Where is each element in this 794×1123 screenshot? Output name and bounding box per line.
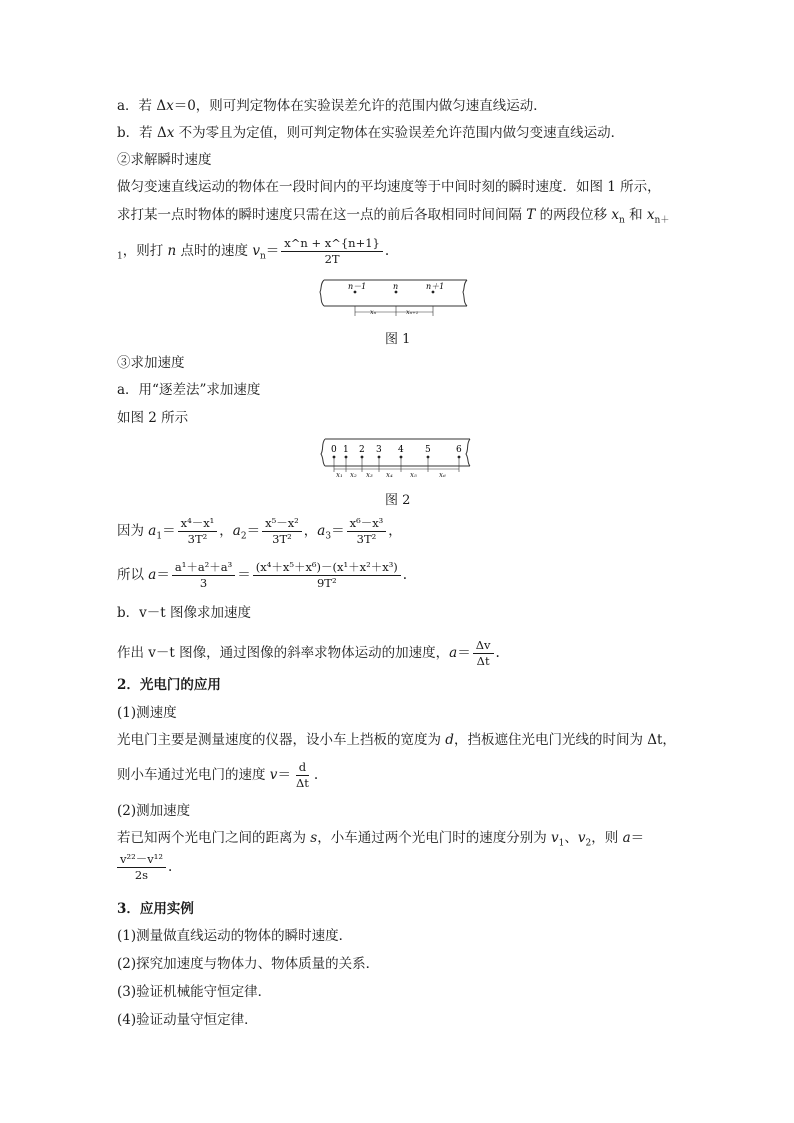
var: x <box>166 125 175 141</box>
var: a <box>232 523 241 539</box>
sub: n <box>259 251 266 262</box>
point-label: 1 <box>343 445 349 455</box>
figure-1-tape <box>318 276 473 318</box>
formula-a-average <box>117 560 407 591</box>
figure-2-tape <box>320 436 475 482</box>
numerator: (x⁴＋x⁵＋x⁶)－(x¹＋x²＋x³) <box>253 560 401 576</box>
numerator: x⁴－x¹ <box>178 516 218 532</box>
numerator: a¹＋a²＋a³ <box>172 560 235 576</box>
fraction <box>117 852 166 883</box>
denominator: Δt <box>476 654 490 668</box>
formula-vn <box>117 236 389 267</box>
text: ，挡板遮住光电门光线的时间为 Δt， <box>453 732 676 748</box>
tape-dot <box>395 291 398 294</box>
denominator: 3 <box>199 576 208 590</box>
point-label: n＋1 <box>426 282 445 291</box>
text: ＝ <box>265 243 280 259</box>
text: 不为零且为定值，则可判定物体在实验误差允许范围内做匀变速直线运动． <box>174 125 625 141</box>
var: x <box>166 98 174 114</box>
var: v <box>577 830 586 846</box>
formula-vt-slope <box>117 638 500 669</box>
text: 和 <box>624 207 647 223</box>
section-heading: 3．应用实例 <box>117 901 194 917</box>
denominator: 3T² <box>356 532 377 546</box>
text: ＝ <box>457 645 471 661</box>
line-case-a <box>117 97 547 115</box>
sub: 1 <box>558 838 565 849</box>
text: b．若 <box>117 125 157 141</box>
var: a <box>449 645 458 661</box>
sub: n <box>619 215 625 226</box>
text: ， <box>219 523 233 539</box>
segment-label: x₅ <box>410 471 417 479</box>
paragraph-line <box>117 206 669 224</box>
var: a <box>148 567 157 583</box>
list-item: (1)测量做直线运动的物体的瞬时速度． <box>117 928 353 944</box>
figure-1-caption: 图 1 <box>385 332 411 347</box>
segment-label: x₆ <box>439 471 446 479</box>
segment-label: x₂ <box>350 471 357 479</box>
segment-label: x₃ <box>366 471 373 479</box>
var: s <box>310 830 318 846</box>
formula-a-gate <box>117 852 172 883</box>
fraction <box>347 516 387 547</box>
line-case-b <box>117 124 624 142</box>
point-label: n－1 <box>348 282 367 291</box>
text: ，则 <box>591 830 623 846</box>
list-item: (3)验证机械能守恒定律． <box>117 984 272 1000</box>
denominator: 3T² <box>272 532 292 546</box>
paragraph-line: a．用“逐差法”求加速度 <box>117 382 261 398</box>
figure-2-caption: 图 2 <box>385 493 411 508</box>
denominator: 2s <box>134 868 149 882</box>
denominator: 2T <box>324 252 340 266</box>
var: a <box>148 523 157 539</box>
sub: 2 <box>240 531 247 542</box>
text: ＝ <box>162 523 176 539</box>
var: x <box>611 207 620 223</box>
text: Δ <box>156 98 167 114</box>
list-item: (4)验证动量守恒定律． <box>117 1012 258 1028</box>
point-label: 5 <box>425 445 431 455</box>
paragraph-line <box>117 829 644 847</box>
paragraph-line: b．v－t 图像求加速度 <box>117 605 251 621</box>
formula-v-gate <box>117 760 318 791</box>
text: ，小车通过两个光电门时的速度分别为 <box>317 830 552 846</box>
fraction <box>253 560 401 591</box>
numerator: d <box>296 760 309 776</box>
text: 若已知两个光电门之间的距离为 <box>117 830 311 846</box>
segment-label: x₁ <box>336 471 343 479</box>
text: Δ <box>156 125 167 141</box>
numerator: v²²－v¹² <box>117 852 166 868</box>
text: 因为 <box>117 523 149 539</box>
point-label: 3 <box>376 445 382 455</box>
fraction <box>172 560 235 591</box>
fraction <box>178 516 218 547</box>
point-label: 6 <box>456 445 462 455</box>
var: a <box>622 830 631 846</box>
heading-acceleration: ③求加速度 <box>117 355 185 371</box>
text: 作出 v－t 图像，通过图像的斜率求物体运动的加速度， <box>117 645 450 661</box>
section-heading: 2．光电门的应用 <box>117 677 221 693</box>
text: a．若 <box>117 98 157 114</box>
denominator: 3T² <box>187 532 208 546</box>
text: 求打某一点时物体的瞬时速度只需在这一点的前后各取相同时间间隔 <box>117 207 527 223</box>
text: ＝ <box>237 567 251 583</box>
tape-dot <box>354 291 357 294</box>
point-label: 0 <box>331 445 337 455</box>
text: ＝0，则可判定物体在实验误差允许的范围内做匀速直线运动． <box>173 98 547 114</box>
tape-dot <box>432 291 435 294</box>
formula-a123 <box>117 516 402 547</box>
var: v <box>269 767 278 783</box>
point-label: n <box>393 282 399 291</box>
text: . <box>313 767 319 783</box>
sub: 1 <box>117 251 123 262</box>
text: ，则打 <box>122 243 168 259</box>
paragraph-line: 如图 2 所示 <box>117 410 189 426</box>
text: ＝ <box>331 523 345 539</box>
text: ＝ <box>156 567 170 583</box>
segment-label: xₙ₊₁ <box>406 308 419 316</box>
sub: n＋ <box>654 215 670 226</box>
text: ＝ <box>277 767 291 783</box>
var: T <box>526 207 536 223</box>
fraction <box>293 760 312 791</box>
text: ＝ <box>246 523 261 539</box>
point-label: 4 <box>398 445 404 455</box>
var: x <box>646 207 655 223</box>
text: 的两段位移 <box>535 207 612 223</box>
sub: 1 <box>156 531 163 542</box>
segment-label: xₙ <box>370 308 377 316</box>
text: 则小车通过光电门的速度 <box>117 767 270 783</box>
denominator: 9T² <box>316 576 337 590</box>
text: . <box>495 645 500 661</box>
var: a <box>317 523 326 539</box>
var: d <box>445 732 454 748</box>
point-label: 2 <box>359 445 365 455</box>
subheading: (1)测速度 <box>117 705 177 721</box>
sub: 3 <box>325 531 332 542</box>
fraction <box>473 638 494 669</box>
fraction <box>281 236 383 267</box>
text: ， <box>303 523 318 539</box>
text: 、 <box>564 830 578 846</box>
numerator: x^n + x^{n+1} <box>281 236 383 252</box>
paragraph-line: 做匀变速直线运动的物体在一段时间内的平均速度等于中间时刻的瞬时速度．如图 1 所示， <box>117 179 661 195</box>
numerator: x⁵－x² <box>262 516 302 532</box>
list-item: (2)探究加速度与物体力、物体质量的关系． <box>117 956 380 972</box>
var: v <box>252 243 260 259</box>
segment-label: x₄ <box>386 471 393 479</box>
text: 所以 <box>117 567 149 583</box>
text: . <box>402 567 408 583</box>
text: 点时的速度 <box>176 243 253 259</box>
text: 光电门主要是测量速度的仪器，设小车上挡板的宽度为 <box>117 732 446 748</box>
numerator: x⁶－x³ <box>347 516 387 532</box>
text: . <box>384 243 390 259</box>
heading-instant-velocity: ②求解瞬时速度 <box>117 152 212 168</box>
var: v <box>551 830 559 846</box>
text: ， <box>388 523 402 539</box>
text: ＝ <box>630 830 645 846</box>
var: n <box>167 243 177 259</box>
sub: 2 <box>585 838 592 849</box>
fraction <box>262 516 302 547</box>
subheading: (2)测加速度 <box>117 803 191 819</box>
denominator: Δt <box>295 776 309 790</box>
text: . <box>167 859 173 875</box>
numerator: Δv <box>473 638 494 654</box>
paragraph-line <box>117 731 676 749</box>
